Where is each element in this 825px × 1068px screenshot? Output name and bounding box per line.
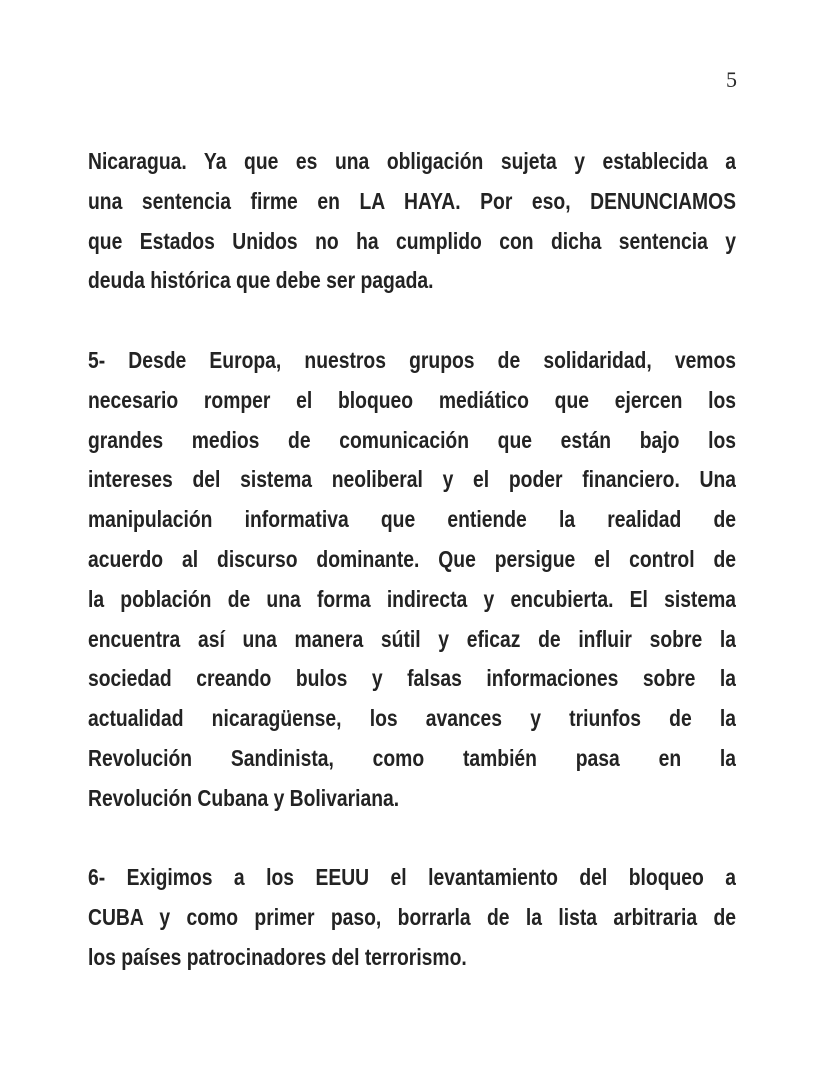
text-line: 5- Desde Europa, nuestros grupos de solidaridad, vemos	[88, 346, 737, 373]
text-line: Nicaragua. Ya que es una obligación sujeta y establecida a	[88, 148, 737, 174]
page-number: 5	[726, 67, 737, 92]
text-line: manipulación informativa que entiende la realidad de	[88, 506, 737, 533]
text-line: grandes medios de comunicación que están bajo los	[88, 426, 737, 453]
text-line: que Estados Unidos no ha cumplido con dicha sentencia y	[88, 227, 737, 254]
text-line: CUBA y como primer paso, borrarla de la lista arbitraria de	[88, 904, 737, 931]
text-line: necesario romper el bloqueo mediático que ejercen los	[88, 386, 737, 413]
text-line: una sentencia firme en LA HAYA. Por eso, DENUNCIAMOS	[88, 187, 737, 214]
text-line: Revolución Sandinista, como también pasa en la	[88, 744, 737, 771]
document-body	[88, 142, 736, 978]
text-line: la población de una forma indirecta y encubierta. El sistema	[88, 585, 737, 612]
text-line: encuentra así una manera sútil y eficaz de influir sobre la	[88, 625, 737, 652]
text-line: actualidad nicaragüense, los avances y triunfos de la	[88, 705, 737, 732]
text-line: Revolución Cubana y Bolivariana.	[88, 784, 400, 811]
text-line: intereses del sistema neoliberal y el poder financiero. Una	[88, 466, 737, 493]
text-line: deuda histórica que debe ser pagada.	[88, 267, 434, 294]
paragraph	[88, 142, 736, 301]
paragraph	[88, 341, 736, 819]
text-line: 6- Exigimos a los EEUU el levantamiento del bloqueo a	[88, 864, 737, 891]
text-line: sociedad creando bulos y falsas informaciones sobre la	[88, 665, 737, 692]
paragraph	[88, 858, 736, 977]
text-line: los países patrocinadores del terrorismo.	[88, 943, 467, 970]
text-line: acuerdo al discurso dominante. Que persigue el control de	[88, 545, 737, 572]
